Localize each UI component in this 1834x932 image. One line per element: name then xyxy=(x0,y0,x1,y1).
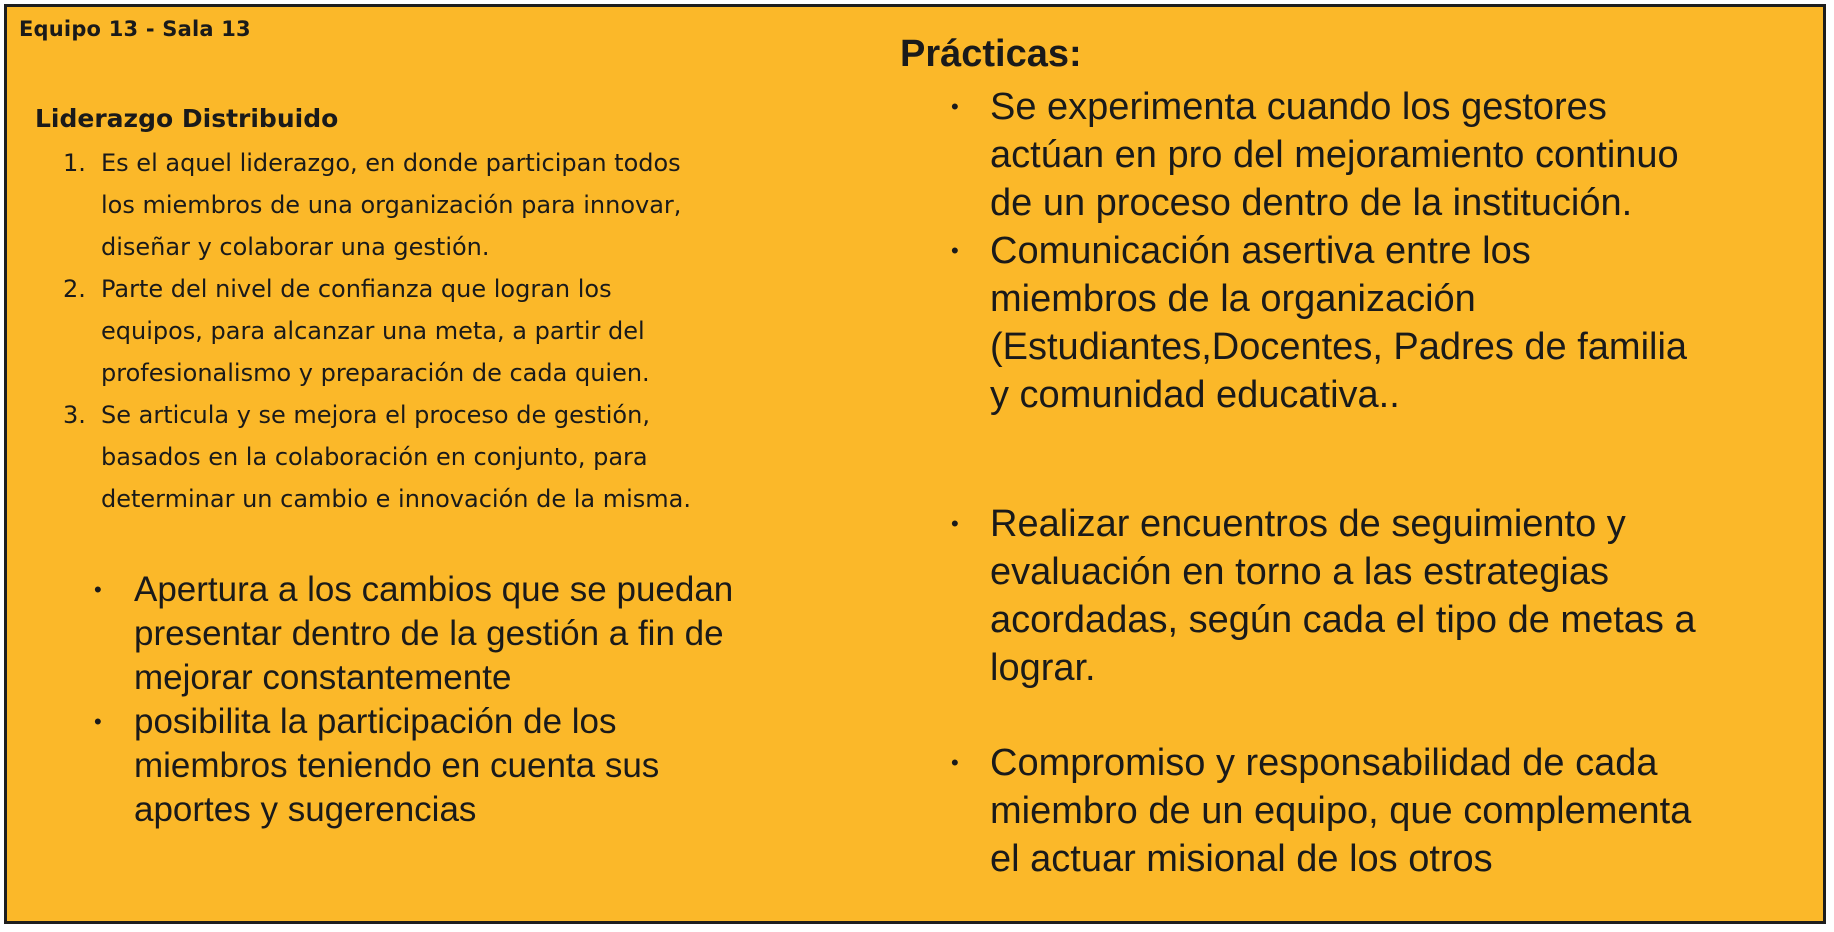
list-item xyxy=(63,142,823,268)
item-line: Compromiso y responsabilidad de cada xyxy=(990,742,1658,784)
item-line: lograr. xyxy=(990,647,1096,689)
list-item xyxy=(63,394,823,520)
item-line: presentar dentro de la gestión a fin de xyxy=(134,614,724,653)
list-item xyxy=(944,739,1814,883)
sticky-board xyxy=(4,4,1826,924)
item-line: equipos, para alcanzar una meta, a partir del xyxy=(101,317,645,345)
item-line: profesionalismo y preparación de cada quien. xyxy=(101,359,650,387)
bullet-icon: • xyxy=(94,709,102,734)
item-line: posibilita la participación de los xyxy=(134,702,617,741)
item-line: de un proceso dentro de la institución. xyxy=(990,182,1633,224)
item-line: evaluación en torno a las estrategias xyxy=(990,551,1609,593)
item-line: los miembros de una organización para innovar, xyxy=(101,191,682,219)
list-item xyxy=(944,500,1814,692)
left-bullet-list xyxy=(87,568,807,832)
item-line: y comunidad educativa.. xyxy=(990,374,1400,416)
item-line: Se experimenta cuando los gestores xyxy=(990,86,1607,128)
bullet-icon: • xyxy=(951,511,959,536)
item-line: Se articula y se mejora el proceso de gestión, xyxy=(101,401,650,429)
bullet-icon: • xyxy=(951,94,959,119)
item-line: Es el aquel liderazgo, en donde participan todos xyxy=(101,149,681,177)
list-item xyxy=(944,227,1814,419)
item-line: Parte del nivel de confianza que logran los xyxy=(101,275,612,303)
bullet-icon: • xyxy=(951,238,959,263)
item-line: el actuar misional de los otros xyxy=(990,838,1493,880)
item-line: diseñar y colaborar una gestión. xyxy=(101,233,490,261)
numbered-list xyxy=(63,142,823,520)
item-line: miembros teniendo en cuenta sus xyxy=(134,746,660,785)
item-line: Realizar encuentros de seguimiento y xyxy=(990,503,1626,545)
practices-bullet-list xyxy=(944,83,1814,883)
item-line: Comunicación asertiva entre los xyxy=(990,230,1531,272)
item-number: 2. xyxy=(63,275,86,303)
bullet-icon: • xyxy=(951,750,959,775)
team-label: Equipo 13 - Sala 13 xyxy=(19,17,251,41)
item-line: miembro de un equipo, que complementa xyxy=(990,790,1692,832)
section-title: Liderazgo Distribuido xyxy=(35,104,339,133)
item-line: basados en la colaboración en conjunto, para xyxy=(101,443,648,471)
item-line: determinar un cambio e innovación de la misma. xyxy=(101,485,691,513)
item-line: acordadas, según cada el tipo de metas a xyxy=(990,599,1696,641)
item-line: Apertura a los cambios que se puedan xyxy=(134,570,734,609)
item-number: 3. xyxy=(63,401,86,429)
list-item xyxy=(87,568,807,700)
list-item xyxy=(944,83,1814,227)
item-line: miembros de la organización xyxy=(990,278,1476,320)
item-number: 1. xyxy=(63,149,86,177)
list-item xyxy=(63,268,823,394)
item-line: aportes y sugerencias xyxy=(134,790,477,829)
bullet-icon: • xyxy=(94,577,102,602)
practicas-title: Prácticas: xyxy=(900,33,1082,75)
list-item xyxy=(87,700,807,832)
item-line: (Estudiantes,Docentes, Padres de familia xyxy=(990,326,1688,368)
item-line: mejorar constantemente xyxy=(134,658,512,697)
item-line: actúan en pro del mejoramiento continuo xyxy=(990,134,1679,176)
